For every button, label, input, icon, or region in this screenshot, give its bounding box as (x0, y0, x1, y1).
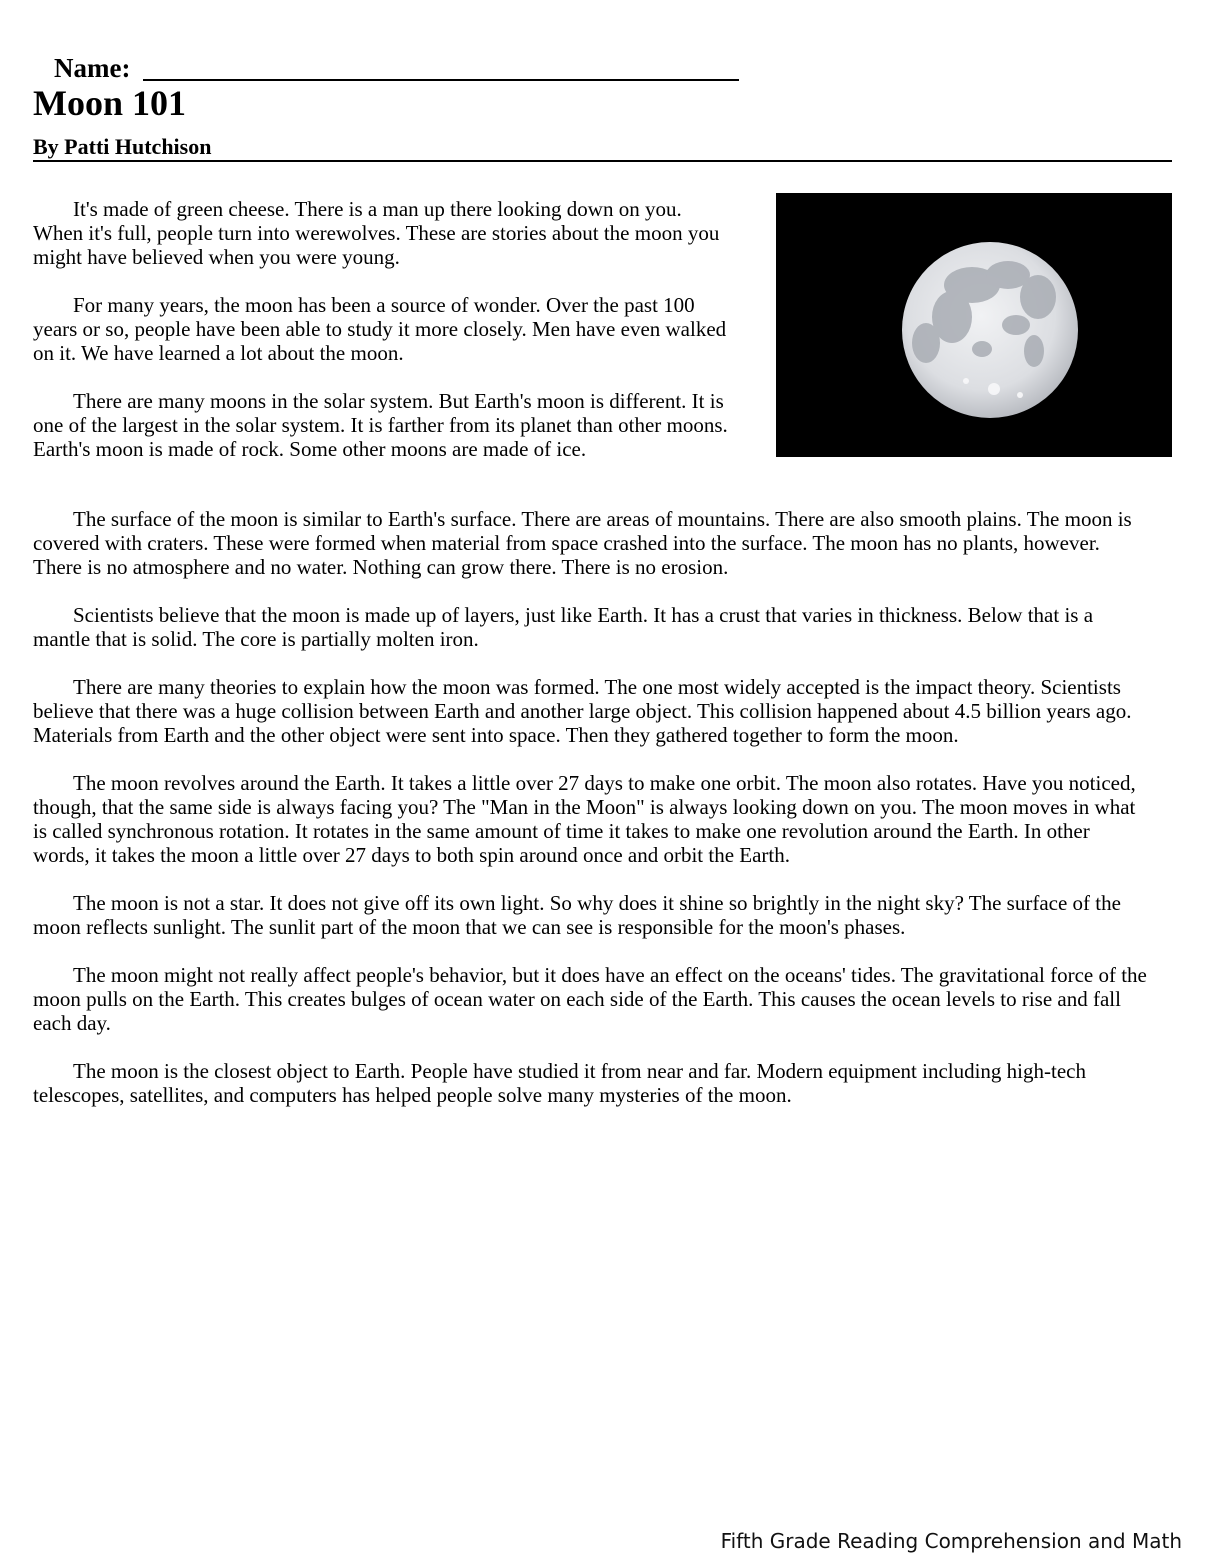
name-row (54, 52, 739, 84)
paragraph: The surface of the moon is similar to Earth's surface. There are areas of mountains. There are also smooth plains. The moon is covered with craters. These were formed when material from space crashed into the surface. The moon has no plants, however. There is no atmosphere and no water. Nothing can grow there. There is no erosion. (33, 507, 1132, 579)
paragraph: It's made of green cheese. There is a man up there looking down on you. When it's full, people turn into werewolves. These are stories about the moon you might have believed when you were young. (33, 197, 720, 269)
paragraph: The moon is not a star. It does not give off its own light. So why does it shine so brightly in the night sky? The surface of the moon reflects sunlight. The sunlit part of the moon that we can see is responsible for the moon's phases. (33, 891, 1121, 939)
intro-column (33, 197, 733, 485)
paragraph: Scientists believe that the moon is made up of layers, just like Earth. It has a crust that varies in thickness. Below that is a mantle that is solid. The core is partially molten iron. (33, 603, 1094, 651)
name-label: Name: (54, 53, 131, 83)
header-divider (33, 160, 1172, 162)
page-footer: Fifth Grade Reading Comprehension and Math (720, 1529, 1182, 1553)
moon-photo (776, 193, 1172, 457)
article-body (33, 507, 1148, 1131)
paragraph: The moon is the closest object to Earth. People have studied it from near and far. Modern equipment including high-tech telescopes, satellites, and computers has helped people solve many mysteries of the moon. (33, 1059, 1086, 1107)
paragraph: For many years, the moon has been a source of wonder. Over the past 100 years or so, people have been able to study it more closely. Men have even walked on it. We have learned a lot about the moon. (33, 293, 727, 365)
full-moon-image (776, 193, 1172, 457)
paragraph: There are many moons in the solar system. But Earth's moon is different. It is one of the largest in the solar system. It is farther from its planet than other moons. Earth's moon is made of rock. Some other moons are made of ice. (33, 389, 728, 461)
name-write-in-line[interactable] (143, 79, 739, 81)
paragraph: The moon might not really affect people's behavior, but it does have an effect on the oceans' tides. The gravitational force of the moon pulls on the Earth. This creates bulges of ocean water on each side of the Earth. This causes the ocean levels to rise and fall each day. (33, 963, 1147, 1035)
paragraph: There are many theories to explain how the moon was formed. The one most widely accepted is the impact theory. Scientists believe that there was a huge collision between Earth and another large object. This collision happened about 4.5 billion years ago. Materials from Earth and the other object were sent into space. Then they gathered together to form the moon. (33, 675, 1132, 747)
paragraph: The moon revolves around the Earth. It takes a little over 27 days to make one orbit. The moon also rotates. Have you noticed, though, that the same side is always facing you? The "Man in the Moon" is always looking down on you. The moon moves in what is called synchronous rotation. It rotates in the same amount of time it takes to make one revolution around the Earth. In other words, it takes the moon a little over 27 days to both spin around once and orbit the Earth. (33, 771, 1136, 867)
page-title: Moon 101 (33, 83, 186, 123)
author-byline: By Patti Hutchison (33, 134, 212, 159)
